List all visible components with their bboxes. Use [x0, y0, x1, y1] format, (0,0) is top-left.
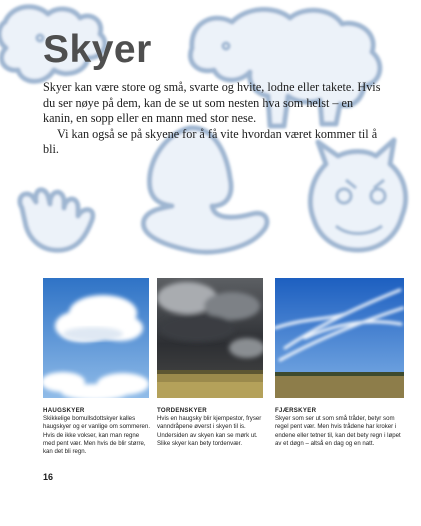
hand-cloud-icon [20, 190, 93, 250]
page-title: Skyer [43, 28, 152, 71]
caption-heading: HAUGSKYER [43, 407, 85, 414]
caption-haugskyer [43, 407, 151, 456]
caption-heading: TORDENSKYER [157, 407, 207, 414]
caption-fjaerskyer [275, 407, 401, 448]
intro-text [43, 80, 383, 158]
caption-text: Skyer som ser ut som små tråder, betyr som regel pent vær. Men hvis trådene har kroker i endene eller tetner til, kan det bety regn i løpet av et døgn – altså en dag og en natt. [275, 415, 401, 447]
page-number: 16 [43, 472, 54, 482]
caption-text: Hvis en haugsky blir kjempestor, fryser vanndråpene øverst i skyen til is. Undersiden av skyen kan se mørk ut. Slike skyer kan bety tordenvær. [157, 415, 262, 447]
photo-tordenskyer [157, 278, 263, 398]
caption-tordenskyer [157, 407, 263, 448]
photo-haugskyer [43, 278, 149, 398]
intro-paragraph-1: Skyer kan være store og små, svarte og hvite, lodne eller takete. Hvis du ser nøye på dem, kan de se ut som nesten hva som helst – en kanin, en sopp eller en mann med stor nese. [43, 80, 381, 126]
caption-heading: FJÆRSKYER [275, 407, 317, 414]
photo-fjaerskyer [275, 278, 404, 398]
caption-text: Skikkelige bomullsdottskyer kalles haugskyer og er vanlige om sommeren. Hvis de ikke vokser, kan man regne med pent vær. Men hvis de blir større, kan det bli regn. [43, 415, 151, 456]
intro-paragraph-2: Vi kan også se på skyene for å få vite hvordan været kommer til å bli. [43, 126, 378, 157]
